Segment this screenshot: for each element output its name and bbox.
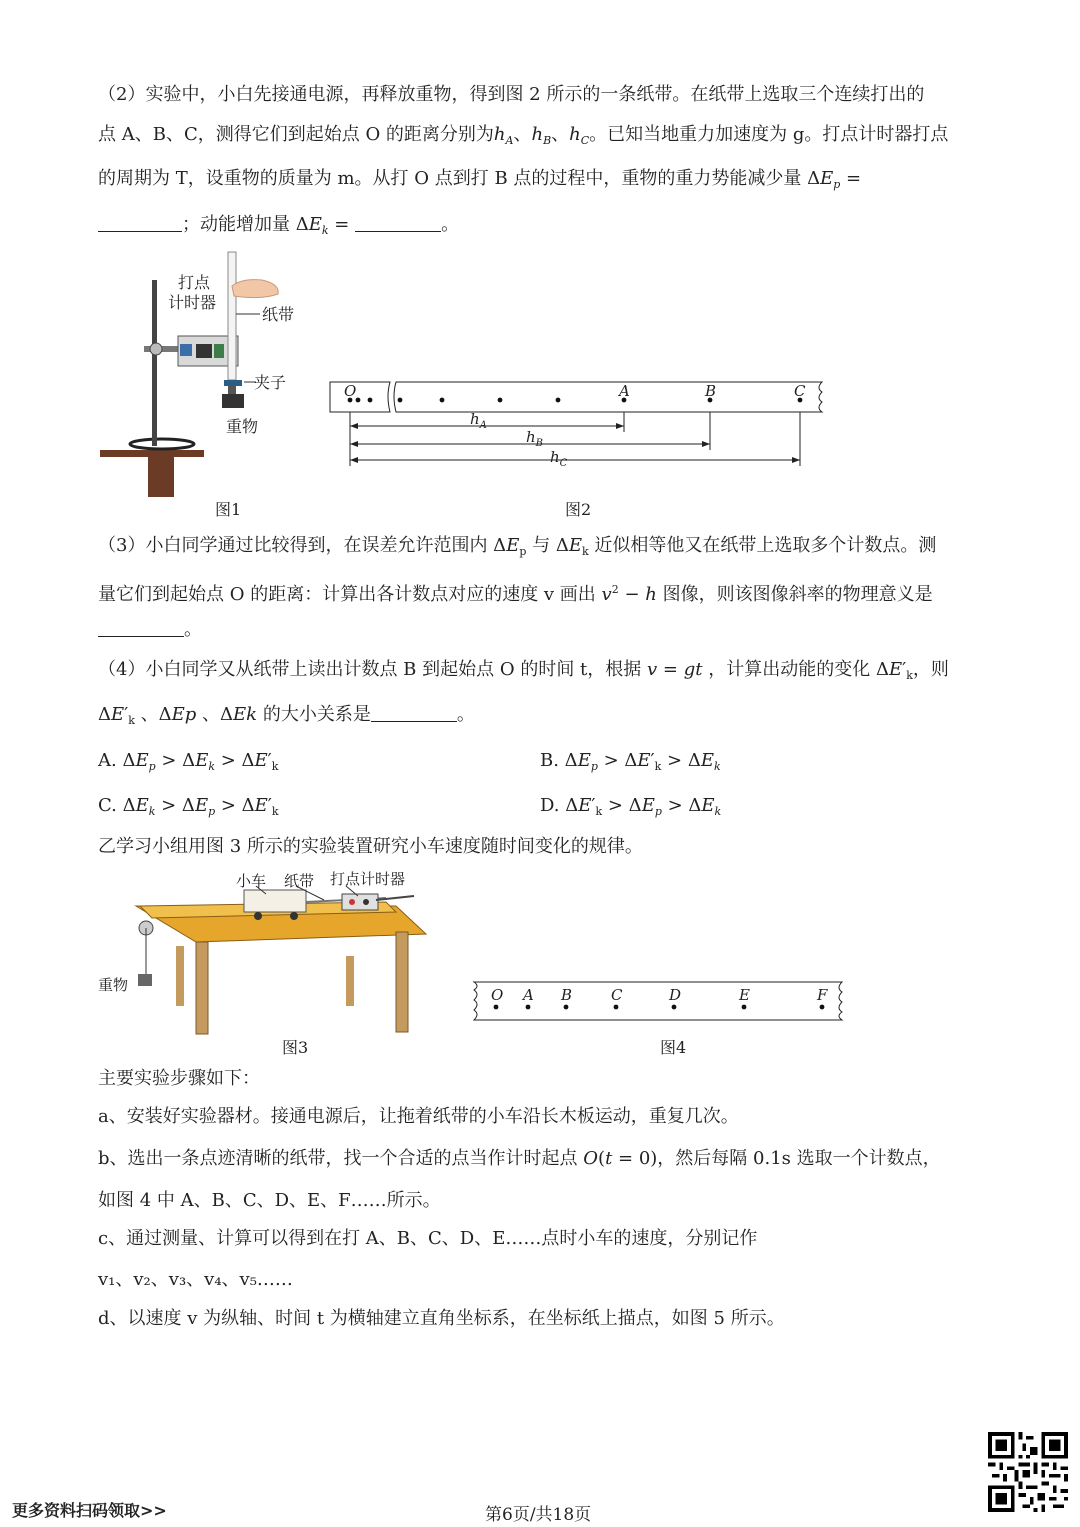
fig4-point-o: O	[491, 986, 504, 1004]
steps-title: 主要实验步骤如下：	[98, 1068, 260, 1089]
qr-code-icon[interactable]	[988, 1432, 1068, 1512]
fig4-point-b: B	[561, 986, 573, 1004]
figure-2-tape	[326, 374, 836, 478]
footer-promo-link[interactable]: 更多资料扫码领取>>	[12, 1501, 167, 1520]
answer-blank-delta-ek[interactable]	[355, 213, 441, 232]
step-a: a、安装好实验器材。接通电源后，让拖着纸带的小车沿长木板运动，重复几次。	[98, 1106, 739, 1127]
fig1-label-timer-1: 打点	[178, 273, 211, 292]
fig2-point-c: C	[794, 382, 806, 400]
q4-line-1: （4）小白同学又从纸带上读出计数点 B 到起始点 O 的时间 t，根据 v = gt ，计算出动能的变化 $\Delta E'_k$，则	[98, 659, 949, 682]
fig2-point-b: B	[705, 382, 717, 400]
figure-1-apparatus	[96, 250, 326, 500]
fig4-caption: 图4	[660, 1038, 687, 1057]
page-number: 第6页/共18页	[485, 1505, 592, 1525]
fig3-caption: 图3	[282, 1038, 309, 1057]
q4-line-2: $\Delta E'_k$ 、ΔEp 、ΔEk 的大小关系是 。	[98, 704, 475, 727]
q2-line-3: 的周期为 T，设重物的质量为 m。从打 O 点到打 B 点的过程中，重物的重力势能减少量 $\Delta E_p$ =	[98, 168, 862, 191]
figure-4-tape	[466, 978, 850, 1028]
fig2-caption: 图2	[565, 500, 592, 519]
option-c[interactable]: C. $\Delta E_k > \Delta E_p > \Delta E'_k$	[98, 795, 279, 818]
fig2-dim-hc: $h_C$	[550, 448, 568, 469]
answer-blank-delta-ep[interactable]	[98, 213, 182, 232]
fig1-label-weight: 重物	[226, 417, 259, 436]
q2-line-4: ；动能增加量 $\Delta E_k$ = 。	[98, 212, 459, 244]
fig2-dim-hb: $h_B$	[526, 428, 544, 449]
answer-blank-slope-meaning[interactable]	[98, 618, 184, 637]
answer-blank-relation[interactable]	[371, 703, 457, 722]
fig3-label-tape: 纸带	[284, 872, 315, 890]
fig1-label-timer-2: 计时器	[168, 293, 217, 312]
fig4-point-d: D	[669, 986, 682, 1004]
fig3-label-cart: 小车	[236, 872, 267, 890]
fig4-point-a: A	[523, 986, 534, 1004]
fig2-point-o: O	[344, 382, 357, 400]
step-b-line-1: b、选出一条点迹清晰的纸带，找一个合适的点当作计时起点 O(t = 0)，然后每隔 0.1s 选取一个计数点，	[98, 1148, 941, 1169]
fig4-point-c: C	[611, 986, 623, 1004]
fig1-label-tape: 纸带	[262, 305, 295, 324]
fig3-label-timer: 打点计时器	[330, 870, 406, 888]
fig1-caption: 图1	[215, 500, 242, 519]
fig4-point-e: E	[739, 986, 750, 1004]
q3-line-1: （3）小白同学通过比较得到，在误差允许范围内 $\Delta E_p$ 与 $\Delta E_k$ 近似相等他又在纸带上选取多个计数点。测	[98, 535, 937, 558]
option-b[interactable]: B. $\Delta E_p > \Delta E'_k > \Delta E_k$	[540, 750, 721, 773]
option-d[interactable]: D. $\Delta E'_k > \Delta E_p > \Delta E_k$	[540, 795, 722, 818]
step-c-line-2: v₁、v₂、v₃、v₄、v₅……	[98, 1269, 293, 1290]
fig2-point-a: A	[619, 382, 630, 400]
q2-line-1: （2）实验中，小白先接通电源，再释放重物，得到图 2 所示的一条纸带。在纸带上选取三个连续打出的	[98, 84, 925, 105]
fig3-label-weight: 重物	[98, 976, 129, 994]
step-c-line-1: c、通过测量、计算可以得到在打 A、B、C、D、E……点时小车的速度，分别记作	[98, 1228, 758, 1249]
fig4-point-f: F	[817, 986, 828, 1004]
q2-line-2: 点 A、B、C，测得它们到起始点 O 的距离分别为$h_A$、$h_B$、$h_C$。已知当地重力加速度为 g。打点计时器打点	[98, 124, 949, 147]
fig2-dim-ha: $h_A$	[470, 410, 487, 431]
group-b-intro: 乙学习小组用图 3 所示的实验装置研究小车速度随时间变化的规律。	[98, 836, 643, 857]
step-b-line-2: 如图 4 中 A、B、C、D、E、F……所示。	[98, 1190, 441, 1211]
q3-line-3: 。	[98, 617, 202, 643]
fig1-label-clip: 夹子	[254, 373, 287, 392]
step-d: d、以速度 v 为纵轴、时间 t 为横轴建立直角坐标系，在坐标纸上描点，如图 5 所示。	[98, 1308, 785, 1329]
q3-line-2: 量它们到起始点 O 的距离：计算出各计数点对应的速度 v 画出 $v^2 - h$ 图像，则该图像斜率的物理意义是	[98, 583, 933, 605]
figure-3-cart-setup	[96, 866, 436, 1038]
option-a[interactable]: A. $\Delta E_p > \Delta E_k > \Delta E'_k$	[98, 750, 279, 773]
